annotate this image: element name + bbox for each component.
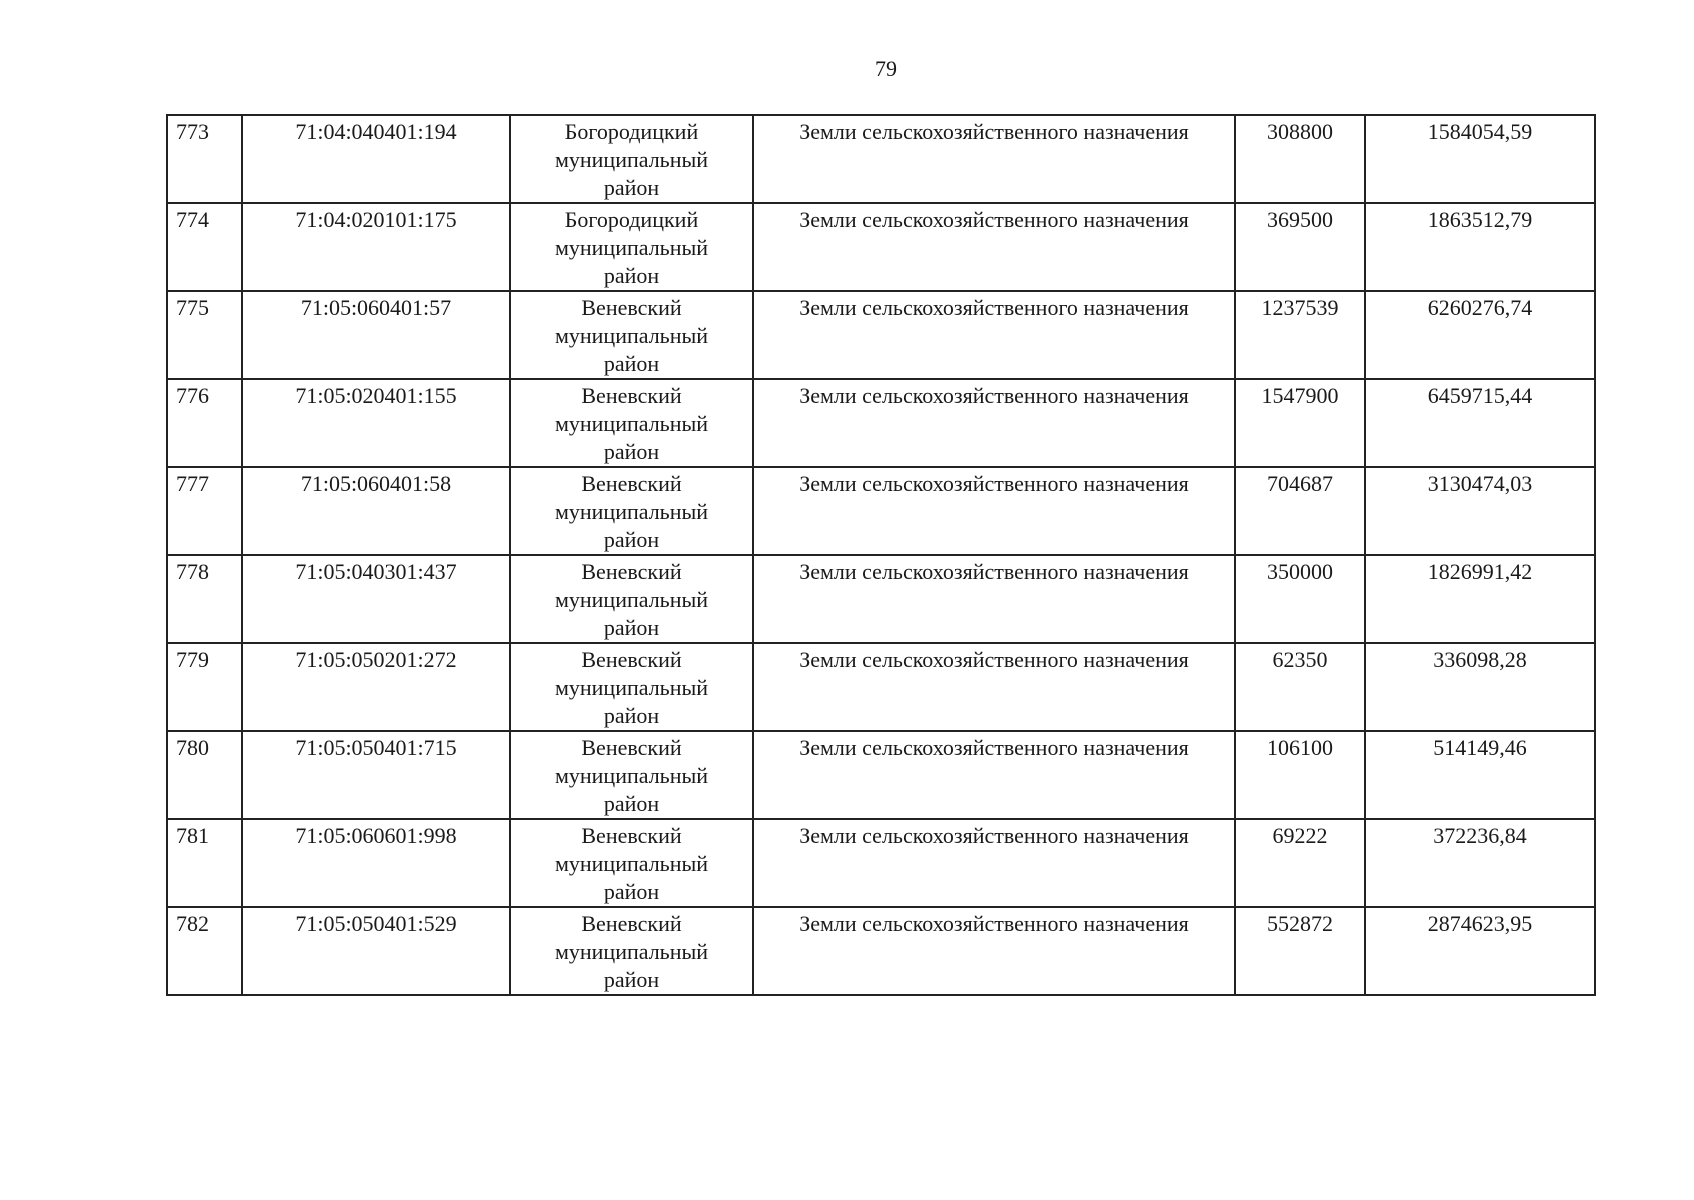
area-cell: 62350 bbox=[1235, 643, 1365, 731]
table-row bbox=[167, 819, 1595, 907]
area-cell: 350000 bbox=[1235, 555, 1365, 643]
district-type: муниципальный bbox=[554, 587, 709, 612]
row-number-cell: 775 bbox=[167, 291, 242, 379]
cadastral-value-cell: 1584054,59 bbox=[1365, 115, 1595, 203]
district-name: Веневский bbox=[581, 823, 682, 848]
cadastral-number-cell: 71:05:060601:998 bbox=[242, 819, 510, 907]
land-category-cell: Земли сельскохозяйственного назначения bbox=[753, 643, 1235, 731]
district-type: муниципальный bbox=[554, 147, 709, 172]
district-cell bbox=[510, 115, 753, 203]
table-row bbox=[167, 467, 1595, 555]
district-unit: район bbox=[603, 703, 660, 728]
district-unit: район bbox=[603, 439, 660, 464]
district-type: муниципальный bbox=[554, 411, 709, 436]
cadastral-value-cell: 2874623,95 bbox=[1365, 907, 1595, 995]
row-number-cell: 779 bbox=[167, 643, 242, 731]
area-cell: 1547900 bbox=[1235, 379, 1365, 467]
district-name: Веневский bbox=[581, 735, 682, 760]
cadastral-number-cell: 71:05:050401:715 bbox=[242, 731, 510, 819]
district-type: муниципальный bbox=[554, 763, 709, 788]
cadastral-number-cell: 71:04:020101:175 bbox=[242, 203, 510, 291]
table-row bbox=[167, 555, 1595, 643]
land-category-cell: Земли сельскохозяйственного назначения bbox=[753, 467, 1235, 555]
row-number-cell: 776 bbox=[167, 379, 242, 467]
district-name: Богородицкий bbox=[564, 119, 699, 144]
cadastral-value-cell: 514149,46 bbox=[1365, 731, 1595, 819]
table-row bbox=[167, 643, 1595, 731]
cadastral-value-cell: 1826991,42 bbox=[1365, 555, 1595, 643]
row-number-cell: 781 bbox=[167, 819, 242, 907]
district-cell bbox=[510, 467, 753, 555]
district-type: муниципальный bbox=[554, 235, 709, 260]
district-name: Богородицкий bbox=[564, 207, 699, 232]
district-cell bbox=[510, 379, 753, 467]
cadastral-number-cell: 71:04:040401:194 bbox=[242, 115, 510, 203]
area-cell: 106100 bbox=[1235, 731, 1365, 819]
table-row bbox=[167, 115, 1595, 203]
row-number-cell: 774 bbox=[167, 203, 242, 291]
district-name: Веневский bbox=[581, 295, 682, 320]
row-number-cell: 780 bbox=[167, 731, 242, 819]
land-category-cell: Земли сельскохозяйственного назначения bbox=[753, 731, 1235, 819]
cadastral-value-cell: 6459715,44 bbox=[1365, 379, 1595, 467]
district-type: муниципальный bbox=[554, 499, 709, 524]
row-number-cell: 777 bbox=[167, 467, 242, 555]
area-cell: 1237539 bbox=[1235, 291, 1365, 379]
page-number: 79 bbox=[875, 56, 897, 81]
land-category-cell: Земли сельскохозяйственного назначения bbox=[753, 115, 1235, 203]
table-row bbox=[167, 379, 1595, 467]
district-type: муниципальный bbox=[554, 851, 709, 876]
district-name: Веневский bbox=[581, 471, 682, 496]
land-category-cell: Земли сельскохозяйственного назначения bbox=[753, 291, 1235, 379]
district-cell bbox=[510, 203, 753, 291]
area-cell: 308800 bbox=[1235, 115, 1365, 203]
district-unit: район bbox=[603, 175, 660, 200]
district-unit: район bbox=[603, 967, 660, 992]
district-unit: район bbox=[603, 351, 660, 376]
district-type: муниципальный bbox=[554, 675, 709, 700]
cadastral-number-cell: 71:05:060401:58 bbox=[242, 467, 510, 555]
cadastral-value-cell: 3130474,03 bbox=[1365, 467, 1595, 555]
cadastral-number-cell: 71:05:050201:272 bbox=[242, 643, 510, 731]
cadastral-number-cell: 71:05:050401:529 bbox=[242, 907, 510, 995]
district-name: Веневский bbox=[581, 559, 682, 584]
row-number-cell: 773 bbox=[167, 115, 242, 203]
district-name: Веневский bbox=[581, 647, 682, 672]
land-category-cell: Земли сельскохозяйственного назначения bbox=[753, 203, 1235, 291]
district-unit: район bbox=[603, 615, 660, 640]
cadastral-value-cell: 6260276,74 bbox=[1365, 291, 1595, 379]
area-cell: 704687 bbox=[1235, 467, 1365, 555]
table-row bbox=[167, 203, 1595, 291]
district-name: Веневский bbox=[581, 383, 682, 408]
district-name: Веневский bbox=[581, 911, 682, 936]
district-unit: район bbox=[603, 791, 660, 816]
land-category-cell: Земли сельскохозяйственного назначения bbox=[753, 819, 1235, 907]
district-cell bbox=[510, 819, 753, 907]
cadastral-value-cell: 1863512,79 bbox=[1365, 203, 1595, 291]
district-cell bbox=[510, 643, 753, 731]
table-body bbox=[167, 115, 1595, 995]
land-category-cell: Земли сельскохозяйственного назначения bbox=[753, 379, 1235, 467]
district-type: муниципальный bbox=[554, 323, 709, 348]
land-plots-table bbox=[166, 114, 1596, 996]
district-cell bbox=[510, 731, 753, 819]
cadastral-number-cell: 71:05:040301:437 bbox=[242, 555, 510, 643]
area-cell: 69222 bbox=[1235, 819, 1365, 907]
district-type: муниципальный bbox=[554, 939, 709, 964]
district-unit: район bbox=[603, 527, 660, 552]
district-cell bbox=[510, 907, 753, 995]
land-category-cell: Земли сельскохозяйственного назначения bbox=[753, 907, 1235, 995]
land-category-cell: Земли сельскохозяйственного назначения bbox=[753, 555, 1235, 643]
district-cell bbox=[510, 291, 753, 379]
row-number-cell: 778 bbox=[167, 555, 242, 643]
district-unit: район bbox=[603, 879, 660, 904]
cadastral-number-cell: 71:05:060401:57 bbox=[242, 291, 510, 379]
table-row bbox=[167, 291, 1595, 379]
area-cell: 369500 bbox=[1235, 203, 1365, 291]
cadastral-value-cell: 336098,28 bbox=[1365, 643, 1595, 731]
district-cell bbox=[510, 555, 753, 643]
district-unit: район bbox=[603, 263, 660, 288]
cadastral-number-cell: 71:05:020401:155 bbox=[242, 379, 510, 467]
row-number-cell: 782 bbox=[167, 907, 242, 995]
cadastral-value-cell: 372236,84 bbox=[1365, 819, 1595, 907]
table-row bbox=[167, 907, 1595, 995]
area-cell: 552872 bbox=[1235, 907, 1365, 995]
table-row bbox=[167, 731, 1595, 819]
